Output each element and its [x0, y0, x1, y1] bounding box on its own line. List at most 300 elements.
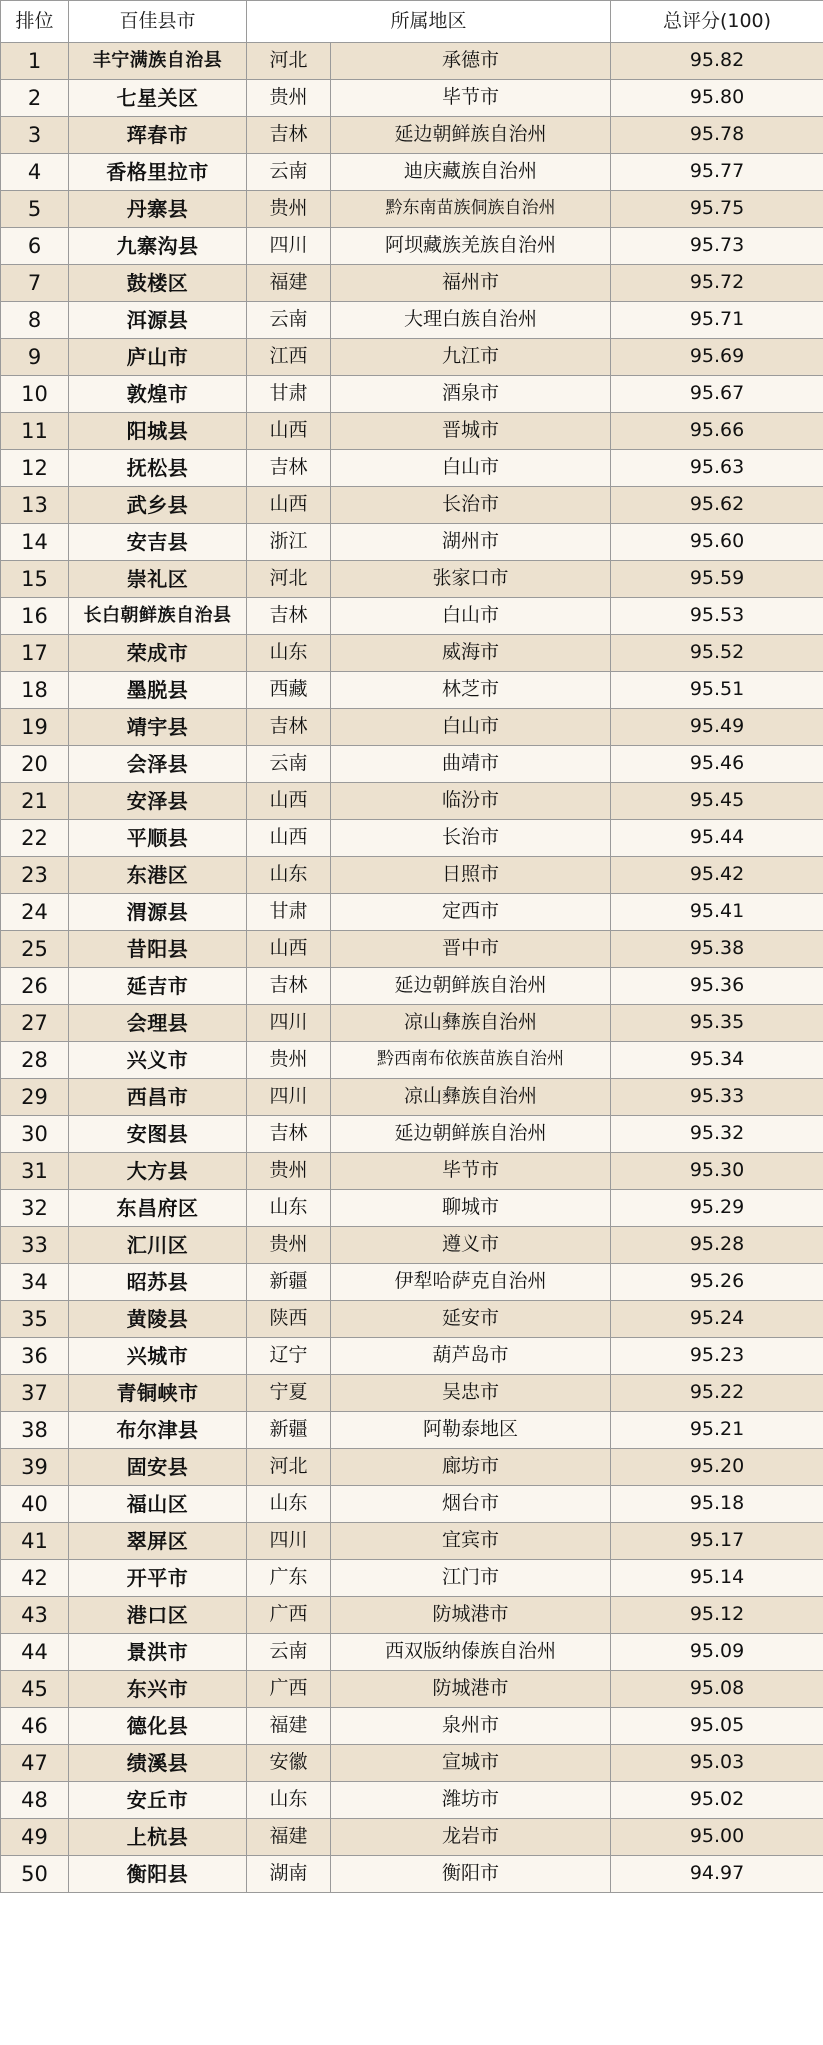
cell-region: 威海市 [331, 635, 611, 672]
table-row [1, 783, 823, 820]
cell-score: 95.53 [611, 598, 823, 635]
cell-province: 云南 [247, 302, 331, 339]
cell-region: 潍坊市 [331, 1782, 611, 1819]
cell-province: 山西 [247, 931, 331, 968]
cell-rank: 25 [1, 931, 69, 968]
table-row [1, 339, 823, 376]
cell-rank: 46 [1, 1708, 69, 1745]
cell-score: 95.66 [611, 413, 823, 450]
cell-rank: 22 [1, 820, 69, 857]
cell-rank: 36 [1, 1338, 69, 1375]
cell-city: 布尔津县 [69, 1412, 247, 1449]
table-row [1, 1338, 823, 1375]
cell-rank: 6 [1, 228, 69, 265]
cell-rank: 47 [1, 1745, 69, 1782]
table-row [1, 857, 823, 894]
table-row [1, 524, 823, 561]
table-row [1, 1005, 823, 1042]
cell-rank: 40 [1, 1486, 69, 1523]
cell-province: 云南 [247, 154, 331, 191]
cell-province: 广东 [247, 1560, 331, 1597]
table-row [1, 931, 823, 968]
cell-score: 95.80 [611, 80, 823, 117]
cell-city: 昭苏县 [69, 1264, 247, 1301]
cell-score: 95.33 [611, 1079, 823, 1116]
cell-score: 95.60 [611, 524, 823, 561]
table-header [1, 1, 823, 43]
table-row [1, 635, 823, 672]
cell-score: 95.14 [611, 1560, 823, 1597]
cell-region: 宣城市 [331, 1745, 611, 1782]
cell-score: 95.08 [611, 1671, 823, 1708]
cell-city: 长白朝鲜族自治县 [69, 598, 247, 635]
cell-province: 新疆 [247, 1264, 331, 1301]
cell-province: 山西 [247, 783, 331, 820]
table-row [1, 1745, 823, 1782]
cell-score: 95.49 [611, 709, 823, 746]
cell-region: 龙岩市 [331, 1819, 611, 1856]
cell-region: 阿勒泰地区 [331, 1412, 611, 1449]
cell-score: 95.69 [611, 339, 823, 376]
table-row [1, 43, 823, 80]
cell-score: 95.22 [611, 1375, 823, 1412]
cell-score: 95.18 [611, 1486, 823, 1523]
cell-province: 吉林 [247, 450, 331, 487]
table-row [1, 228, 823, 265]
cell-city: 景洪市 [69, 1634, 247, 1671]
table-row [1, 265, 823, 302]
cell-score: 95.02 [611, 1782, 823, 1819]
cell-region: 聊城市 [331, 1190, 611, 1227]
cell-rank: 21 [1, 783, 69, 820]
cell-city: 丹寨县 [69, 191, 247, 228]
cell-score: 95.17 [611, 1523, 823, 1560]
cell-rank: 14 [1, 524, 69, 561]
cell-region: 凉山彝族自治州 [331, 1079, 611, 1116]
cell-province: 贵州 [247, 1153, 331, 1190]
cell-province: 新疆 [247, 1412, 331, 1449]
cell-city: 福山区 [69, 1486, 247, 1523]
cell-province: 四川 [247, 1523, 331, 1560]
table-row [1, 1301, 823, 1338]
cell-province: 四川 [247, 1079, 331, 1116]
cell-province: 吉林 [247, 117, 331, 154]
cell-city: 固安县 [69, 1449, 247, 1486]
table-row [1, 1042, 823, 1079]
table-row [1, 1079, 823, 1116]
cell-score: 95.42 [611, 857, 823, 894]
cell-score: 95.24 [611, 1301, 823, 1338]
table-row [1, 1634, 823, 1671]
cell-city: 平顺县 [69, 820, 247, 857]
table-row [1, 1375, 823, 1412]
cell-rank: 28 [1, 1042, 69, 1079]
cell-region: 晋城市 [331, 413, 611, 450]
cell-score: 94.97 [611, 1856, 823, 1893]
table-row [1, 1856, 823, 1893]
cell-city: 黄陵县 [69, 1301, 247, 1338]
cell-region: 阿坝藏族羌族自治州 [331, 228, 611, 265]
cell-rank: 41 [1, 1523, 69, 1560]
cell-city: 青铜峡市 [69, 1375, 247, 1412]
cell-province: 贵州 [247, 1227, 331, 1264]
cell-region: 毕节市 [331, 80, 611, 117]
table-row [1, 80, 823, 117]
cell-province: 浙江 [247, 524, 331, 561]
cell-rank: 31 [1, 1153, 69, 1190]
cell-province: 山东 [247, 635, 331, 672]
cell-province: 云南 [247, 1634, 331, 1671]
cell-city: 靖宇县 [69, 709, 247, 746]
cell-city: 墨脱县 [69, 672, 247, 709]
table-row [1, 1671, 823, 1708]
cell-region: 临汾市 [331, 783, 611, 820]
table-row [1, 1819, 823, 1856]
cell-rank: 8 [1, 302, 69, 339]
table-row [1, 376, 823, 413]
cell-region: 宜宾市 [331, 1523, 611, 1560]
cell-rank: 9 [1, 339, 69, 376]
table-row [1, 302, 823, 339]
cell-province: 吉林 [247, 709, 331, 746]
cell-city: 珲春市 [69, 117, 247, 154]
cell-region: 延边朝鲜族自治州 [331, 117, 611, 154]
cell-score: 95.75 [611, 191, 823, 228]
cell-city: 阳城县 [69, 413, 247, 450]
cell-score: 95.77 [611, 154, 823, 191]
table-row [1, 1708, 823, 1745]
cell-city: 东港区 [69, 857, 247, 894]
cell-score: 95.46 [611, 746, 823, 783]
cell-city: 安泽县 [69, 783, 247, 820]
cell-score: 95.05 [611, 1708, 823, 1745]
cell-city: 德化县 [69, 1708, 247, 1745]
cell-region: 白山市 [331, 709, 611, 746]
table-row [1, 1116, 823, 1153]
cell-city: 安吉县 [69, 524, 247, 561]
table-row [1, 672, 823, 709]
cell-city: 鼓楼区 [69, 265, 247, 302]
cell-rank: 11 [1, 413, 69, 450]
cell-rank: 38 [1, 1412, 69, 1449]
cell-rank: 7 [1, 265, 69, 302]
cell-city: 抚松县 [69, 450, 247, 487]
cell-score: 95.35 [611, 1005, 823, 1042]
table-row [1, 450, 823, 487]
cell-province: 甘肃 [247, 376, 331, 413]
cell-rank: 26 [1, 968, 69, 1005]
table-row [1, 561, 823, 598]
cell-score: 95.34 [611, 1042, 823, 1079]
cell-score: 95.30 [611, 1153, 823, 1190]
cell-rank: 33 [1, 1227, 69, 1264]
cell-city: 七星关区 [69, 80, 247, 117]
cell-city: 丰宁满族自治县 [69, 43, 247, 80]
cell-score: 95.03 [611, 1745, 823, 1782]
cell-province: 山东 [247, 1190, 331, 1227]
table-row [1, 968, 823, 1005]
cell-region: 大理白族自治州 [331, 302, 611, 339]
cell-region: 西双版纳傣族自治州 [331, 1634, 611, 1671]
cell-region: 晋中市 [331, 931, 611, 968]
cell-region: 白山市 [331, 450, 611, 487]
cell-city: 九寨沟县 [69, 228, 247, 265]
cell-region: 延安市 [331, 1301, 611, 1338]
cell-province: 西藏 [247, 672, 331, 709]
cell-province: 福建 [247, 1819, 331, 1856]
cell-rank: 42 [1, 1560, 69, 1597]
cell-city: 渭源县 [69, 894, 247, 931]
table-row [1, 1227, 823, 1264]
cell-score: 95.36 [611, 968, 823, 1005]
cell-score: 95.52 [611, 635, 823, 672]
cell-region: 延边朝鲜族自治州 [331, 968, 611, 1005]
cell-province: 山西 [247, 413, 331, 450]
cell-region: 曲靖市 [331, 746, 611, 783]
cell-region: 福州市 [331, 265, 611, 302]
cell-region: 毕节市 [331, 1153, 611, 1190]
cell-rank: 50 [1, 1856, 69, 1893]
cell-city: 东兴市 [69, 1671, 247, 1708]
cell-city: 香格里拉市 [69, 154, 247, 191]
cell-rank: 39 [1, 1449, 69, 1486]
cell-region: 伊犁哈萨克自治州 [331, 1264, 611, 1301]
cell-province: 山西 [247, 820, 331, 857]
cell-city: 开平市 [69, 1560, 247, 1597]
cell-rank: 13 [1, 487, 69, 524]
cell-province: 吉林 [247, 1116, 331, 1153]
cell-province: 河北 [247, 561, 331, 598]
cell-province: 贵州 [247, 80, 331, 117]
cell-score: 95.21 [611, 1412, 823, 1449]
cell-region: 防城港市 [331, 1597, 611, 1634]
cell-province: 河北 [247, 1449, 331, 1486]
cell-city: 昔阳县 [69, 931, 247, 968]
cell-rank: 2 [1, 80, 69, 117]
cell-score: 95.73 [611, 228, 823, 265]
cell-rank: 17 [1, 635, 69, 672]
cell-rank: 24 [1, 894, 69, 931]
cell-city: 港口区 [69, 1597, 247, 1634]
cell-region: 林芝市 [331, 672, 611, 709]
column-header-rank: 排位 [1, 1, 69, 43]
cell-city: 衡阳县 [69, 1856, 247, 1893]
cell-score: 95.82 [611, 43, 823, 80]
cell-region: 凉山彝族自治州 [331, 1005, 611, 1042]
cell-province: 吉林 [247, 598, 331, 635]
cell-rank: 20 [1, 746, 69, 783]
cell-city: 翠屏区 [69, 1523, 247, 1560]
cell-rank: 4 [1, 154, 69, 191]
cell-province: 四川 [247, 228, 331, 265]
cell-region: 黔东南苗族侗族自治州 [331, 191, 611, 228]
table-row [1, 191, 823, 228]
cell-city: 东昌府区 [69, 1190, 247, 1227]
cell-region: 江门市 [331, 1560, 611, 1597]
cell-region: 迪庆藏族自治州 [331, 154, 611, 191]
cell-province: 贵州 [247, 1042, 331, 1079]
cell-province: 吉林 [247, 968, 331, 1005]
cell-rank: 19 [1, 709, 69, 746]
table-row [1, 1560, 823, 1597]
cell-region: 湖州市 [331, 524, 611, 561]
cell-rank: 27 [1, 1005, 69, 1042]
cell-region: 烟台市 [331, 1486, 611, 1523]
cell-region: 承德市 [331, 43, 611, 80]
column-header-region: 所属地区 [247, 1, 611, 43]
table-row [1, 1264, 823, 1301]
cell-region: 定西市 [331, 894, 611, 931]
cell-region: 酒泉市 [331, 376, 611, 413]
cell-city: 西昌市 [69, 1079, 247, 1116]
table-row [1, 1412, 823, 1449]
cell-rank: 30 [1, 1116, 69, 1153]
cell-region: 葫芦岛市 [331, 1338, 611, 1375]
cell-city: 上杭县 [69, 1819, 247, 1856]
cell-rank: 12 [1, 450, 69, 487]
cell-region: 白山市 [331, 598, 611, 635]
cell-score: 95.26 [611, 1264, 823, 1301]
cell-rank: 37 [1, 1375, 69, 1412]
cell-rank: 10 [1, 376, 69, 413]
cell-province: 山西 [247, 487, 331, 524]
cell-score: 95.71 [611, 302, 823, 339]
cell-region: 廊坊市 [331, 1449, 611, 1486]
cell-rank: 43 [1, 1597, 69, 1634]
table-row [1, 1782, 823, 1819]
cell-rank: 5 [1, 191, 69, 228]
cell-province: 广西 [247, 1671, 331, 1708]
cell-score: 95.62 [611, 487, 823, 524]
cell-score: 95.29 [611, 1190, 823, 1227]
cell-city: 安丘市 [69, 1782, 247, 1819]
cell-province: 贵州 [247, 191, 331, 228]
cell-province: 陕西 [247, 1301, 331, 1338]
cell-score: 95.38 [611, 931, 823, 968]
table-row [1, 1597, 823, 1634]
cell-rank: 44 [1, 1634, 69, 1671]
cell-region: 延边朝鲜族自治州 [331, 1116, 611, 1153]
table-row [1, 117, 823, 154]
cell-region: 吴忠市 [331, 1375, 611, 1412]
cell-city: 洱源县 [69, 302, 247, 339]
cell-province: 广西 [247, 1597, 331, 1634]
cell-score: 95.23 [611, 1338, 823, 1375]
cell-rank: 29 [1, 1079, 69, 1116]
table-row [1, 1190, 823, 1227]
table-row [1, 709, 823, 746]
cell-region: 日照市 [331, 857, 611, 894]
cell-score: 95.59 [611, 561, 823, 598]
cell-city: 庐山市 [69, 339, 247, 376]
cell-province: 安徽 [247, 1745, 331, 1782]
cell-rank: 3 [1, 117, 69, 154]
cell-score: 95.12 [611, 1597, 823, 1634]
cell-rank: 32 [1, 1190, 69, 1227]
cell-city: 大方县 [69, 1153, 247, 1190]
cell-province: 宁夏 [247, 1375, 331, 1412]
cell-province: 湖南 [247, 1856, 331, 1893]
cell-score: 95.00 [611, 1819, 823, 1856]
cell-city: 会理县 [69, 1005, 247, 1042]
table-row [1, 820, 823, 857]
cell-province: 江西 [247, 339, 331, 376]
cell-rank: 35 [1, 1301, 69, 1338]
cell-region: 长治市 [331, 487, 611, 524]
cell-province: 山东 [247, 1486, 331, 1523]
cell-score: 95.44 [611, 820, 823, 857]
cell-province: 山东 [247, 857, 331, 894]
cell-region: 防城港市 [331, 1671, 611, 1708]
cell-rank: 16 [1, 598, 69, 635]
cell-score: 95.09 [611, 1634, 823, 1671]
table-row [1, 1523, 823, 1560]
cell-rank: 23 [1, 857, 69, 894]
cell-score: 95.78 [611, 117, 823, 154]
cell-province: 山东 [247, 1782, 331, 1819]
cell-score: 95.28 [611, 1227, 823, 1264]
cell-city: 兴义市 [69, 1042, 247, 1079]
cell-region: 泉州市 [331, 1708, 611, 1745]
cell-rank: 18 [1, 672, 69, 709]
table-row [1, 598, 823, 635]
cell-rank: 45 [1, 1671, 69, 1708]
cell-region: 黔西南布依族苗族自治州 [331, 1042, 611, 1079]
cell-city: 荣成市 [69, 635, 247, 672]
table-header-row [1, 1, 823, 43]
cell-score: 95.67 [611, 376, 823, 413]
cell-region: 九江市 [331, 339, 611, 376]
cell-rank: 49 [1, 1819, 69, 1856]
table-row [1, 1153, 823, 1190]
column-header-score: 总评分(100) [611, 1, 823, 43]
cell-province: 福建 [247, 265, 331, 302]
table-row [1, 154, 823, 191]
cell-city: 兴城市 [69, 1338, 247, 1375]
cell-city: 安图县 [69, 1116, 247, 1153]
cell-city: 绩溪县 [69, 1745, 247, 1782]
cell-province: 福建 [247, 1708, 331, 1745]
cell-region: 衡阳市 [331, 1856, 611, 1893]
table-row [1, 487, 823, 524]
cell-province: 甘肃 [247, 894, 331, 931]
column-header-city: 百佳县市 [69, 1, 247, 43]
table-row [1, 746, 823, 783]
cell-score: 95.32 [611, 1116, 823, 1153]
cell-city: 崇礼区 [69, 561, 247, 598]
cell-rank: 34 [1, 1264, 69, 1301]
cell-province: 云南 [247, 746, 331, 783]
table-row [1, 1449, 823, 1486]
cell-province: 河北 [247, 43, 331, 80]
table-body [1, 43, 823, 1893]
cell-province: 辽宁 [247, 1338, 331, 1375]
cell-province: 四川 [247, 1005, 331, 1042]
cell-region: 张家口市 [331, 561, 611, 598]
cell-city: 会泽县 [69, 746, 247, 783]
cell-rank: 1 [1, 43, 69, 80]
cell-city: 敦煌市 [69, 376, 247, 413]
cell-score: 95.51 [611, 672, 823, 709]
table-row [1, 894, 823, 931]
cell-score: 95.72 [611, 265, 823, 302]
cell-city: 延吉市 [69, 968, 247, 1005]
cell-city: 武乡县 [69, 487, 247, 524]
cell-rank: 15 [1, 561, 69, 598]
cell-score: 95.20 [611, 1449, 823, 1486]
cell-score: 95.45 [611, 783, 823, 820]
cell-rank: 48 [1, 1782, 69, 1819]
